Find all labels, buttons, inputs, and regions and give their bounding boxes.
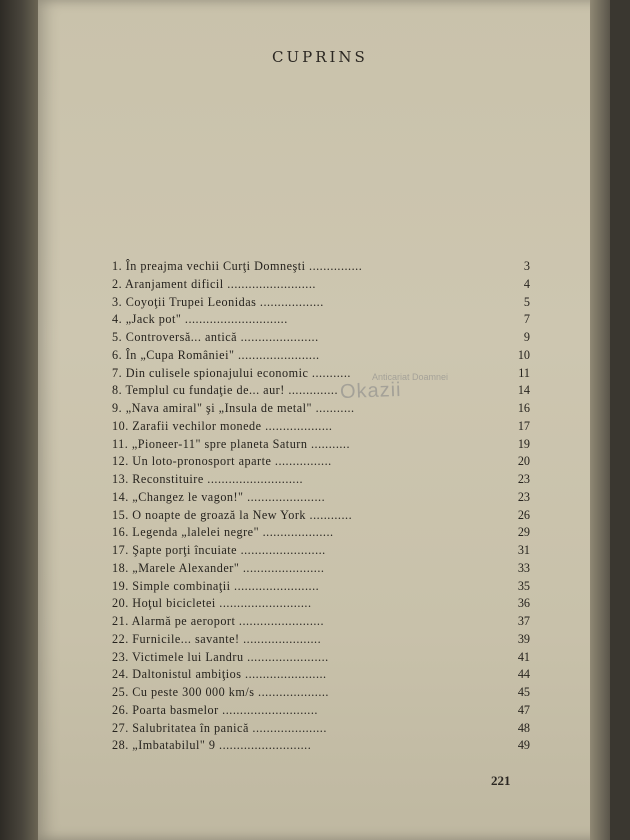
page-number: 221 xyxy=(491,773,511,788)
toc-entry-page: 36 xyxy=(517,596,530,611)
toc-entry-title: 3. Coyoţii Trupei Leonidas .................. xyxy=(112,294,324,309)
toc-entry-page: 37 xyxy=(517,614,530,628)
toc-entry-title: 15. O noapte de groază la New York ............ xyxy=(112,507,353,522)
toc-entry-title: 7. Din culisele spionajului economic ........... xyxy=(112,365,351,380)
toc-entry xyxy=(112,365,530,383)
toc-entry-title: 24. Daltonistul ambiţios ....................... xyxy=(112,667,327,682)
toc-entry-title: 21. Alarmă pe aeroport ........................ xyxy=(112,614,325,628)
toc-entry xyxy=(112,347,530,365)
toc-entry-title: 26. Poarta basmelor ........................... xyxy=(112,702,318,717)
toc-entry-page: 20 xyxy=(517,454,530,469)
toc-entry xyxy=(112,595,530,613)
toc-entry-page: 3 xyxy=(523,259,530,273)
toc-entry-title: 17. Şapte porţi încuiate ........................ xyxy=(112,543,326,557)
toc-entry xyxy=(112,418,530,436)
toc-entry-page: 45 xyxy=(517,685,530,699)
toc-entry-page: 16 xyxy=(517,401,530,415)
toc-entry-page: 39 xyxy=(517,631,530,646)
watermark-sub: Anticariat Doamnei xyxy=(372,372,449,382)
toc-entry-title: 13. Reconstituire ........................... xyxy=(112,472,304,486)
toc-entry-title: 14. „Changez le vagon!" ...................... xyxy=(112,489,326,504)
toc-entry-title: 8. Templul cu fundaţie de... aur! .............. xyxy=(112,383,338,398)
toc-entry-page: 19 xyxy=(517,436,530,451)
toc-entry-title: 27. Salubritatea în panică ..................... xyxy=(112,720,327,735)
toc-entry-page: 14 xyxy=(517,383,530,398)
toc-entry-page: 47 xyxy=(517,702,530,717)
toc-entry-page: 41 xyxy=(517,649,530,664)
toc-entry-title: 28. „Imbatabilul" 9 .......................... xyxy=(112,738,312,753)
toc-entry xyxy=(112,276,530,294)
toc-entry xyxy=(112,631,530,649)
toc-entry xyxy=(112,702,530,720)
toc-entry xyxy=(112,311,530,329)
toc-entry xyxy=(112,560,530,578)
toc-entry-page: 26 xyxy=(517,507,530,522)
toc-entry-page: 35 xyxy=(517,578,530,593)
toc-entry-title: 2. Aranjament dificil ......................... xyxy=(112,276,316,291)
toc-entry xyxy=(112,649,530,667)
toc-entry xyxy=(112,258,530,276)
toc-entry-title: 23. Victimele lui Landru ....................... xyxy=(112,649,329,664)
toc-entry xyxy=(112,507,530,525)
toc-entry-page: 7 xyxy=(523,312,530,327)
toc-entry-title: 10. Zarafii vechilor monede ................... xyxy=(112,418,333,433)
toc-entry-title: 4. „Jack pot" ............................. xyxy=(112,312,288,327)
toc-entry-page: 11 xyxy=(518,365,530,380)
toc-entry xyxy=(112,542,530,560)
toc-entry-page: 5 xyxy=(523,294,530,309)
toc-entry-page: 44 xyxy=(517,667,530,682)
toc-entry xyxy=(112,737,530,755)
toc-entry-page: 17 xyxy=(517,418,530,433)
toc-entry-page: 31 xyxy=(517,543,530,557)
toc-entry xyxy=(112,471,530,489)
toc-entry-title: 11. „Pioneer-11" spre planeta Saturn ........... xyxy=(112,436,351,451)
toc-entry-title: 16. Legenda „lalelei negre" .................... xyxy=(112,525,334,540)
toc-entry-title: 5. Controversă... antică ...................... xyxy=(112,330,319,344)
toc-entry xyxy=(112,524,530,542)
toc-entry-page: 23 xyxy=(517,472,530,486)
toc-entry-page: 29 xyxy=(517,525,530,540)
page-edge-shadow xyxy=(590,0,610,840)
toc-entry xyxy=(112,666,530,684)
toc-entry-page: 33 xyxy=(517,560,530,575)
toc-entry-page: 10 xyxy=(517,347,530,362)
toc-entry xyxy=(112,382,530,400)
toc-entry xyxy=(112,489,530,507)
page-title: CUPRINS xyxy=(272,48,368,66)
toc-entry-title: 19. Simple combinaţii ........................ xyxy=(112,578,320,593)
toc-entry xyxy=(112,453,530,471)
toc-entry-page: 4 xyxy=(523,276,530,291)
toc-entry xyxy=(112,329,530,347)
toc-entry xyxy=(112,720,530,738)
toc-entry xyxy=(112,613,530,631)
toc-entry xyxy=(112,436,530,454)
toc-entry-title: 22. Furnicile... savante! ...................... xyxy=(112,631,322,646)
book-spine-shadow xyxy=(0,0,38,840)
toc-entry-page: 23 xyxy=(517,489,530,504)
toc-entry-page: 49 xyxy=(517,738,530,753)
toc-entry-title: 6. În „Cupa României" ....................... xyxy=(112,347,320,362)
toc-entry xyxy=(112,400,530,418)
toc-entry-title: 9. „Nava amiral" şi „Insula de metal" ........... xyxy=(112,401,355,415)
toc-entry-title: 12. Un loto-pronosport aparte ................ xyxy=(112,454,332,469)
table-of-contents xyxy=(112,258,530,755)
toc-entry-page: 9 xyxy=(523,330,530,344)
toc-entry xyxy=(112,684,530,702)
toc-entry-title: 25. Cu peste 300 000 km/s .................... xyxy=(112,685,329,699)
toc-entry xyxy=(112,294,530,312)
toc-entry xyxy=(112,578,530,596)
toc-entry-page: 48 xyxy=(517,720,530,735)
toc-entry-title: 20. Hoţul bicicletei .......................... xyxy=(112,596,312,611)
watermark-logo: Okazii xyxy=(339,378,402,404)
toc-entry-title: 18. „Marele Alexander" ....................... xyxy=(112,560,325,575)
toc-entry-title: 1. În preajma vechii Curţi Domneşti ............... xyxy=(112,259,363,273)
